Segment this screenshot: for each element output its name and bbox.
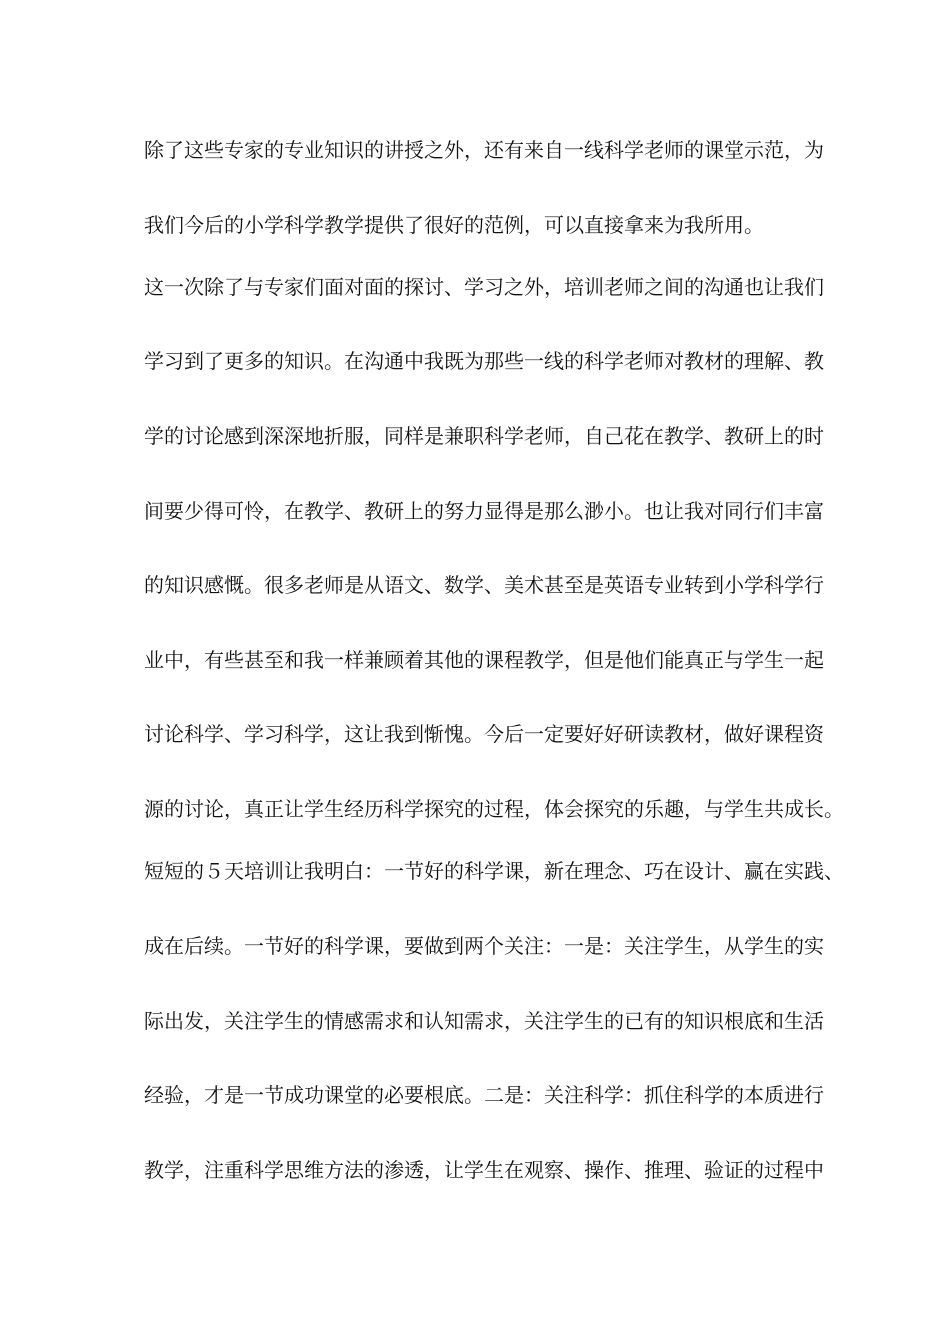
text-line: 源的讨论，真正让学生经历科学探究的过程，体会探究的乐趣，与学生共成长。 <box>144 797 844 821</box>
text-line: 除了这些专家的专业知识的讲授之外，还有来自一线科学老师的课堂示范，为 <box>144 138 824 162</box>
text-line: 业中，有些甚至和我一样兼顾着其他的课程教学，但是他们能真正与学生一起 <box>144 648 824 672</box>
text-line: 教学，注重科学思维方法的渗透，让学生在观察、操作、推理、验证的过程中 <box>144 1158 824 1182</box>
text-line: 短短的５天培训让我明白：一节好的科学课，新在理念、巧在设计、赢在实践、 <box>144 859 844 883</box>
text-line: 成在后续。一节好的科学课，要做到两个关注：一是：关注学生，从学生的实 <box>144 934 824 958</box>
text-line: 讨论科学、学习科学，这让我到惭愧。今后一定要好好研读教材，做好课程资 <box>144 722 824 746</box>
text-line: 我们今后的小学科学教学提供了很好的范例，可以直接拿来为我所用。 <box>144 213 764 237</box>
text-line: 经验，才是一节成功课堂的必要根底。二是：关注科学：抓住科学的本质进行 <box>144 1083 824 1107</box>
text-line: 际出发，关注学生的情感需求和认知需求，关注学生的已有的知识根底和生活 <box>144 1009 824 1033</box>
text-line: 的知识感慨。很多老师是从语文、数学、美术甚至是英语专业转到小学科学行 <box>144 573 824 597</box>
text-line: 这一次除了与专家们面对面的探讨、学习之外，培训老师之间的沟通也让我们 <box>144 275 824 299</box>
text-line: 学习到了更多的知识。在沟通中我既为那些一线的科学老师对教材的理解、教 <box>144 349 824 373</box>
text-line: 间要少得可怜，在教学、教研上的努力显得是那么渺小。也让我对同行们丰富 <box>144 499 824 523</box>
text-line: 学的讨论感到深深地折服，同样是兼职科学老师，自己花在教学、教研上的时 <box>144 424 824 448</box>
